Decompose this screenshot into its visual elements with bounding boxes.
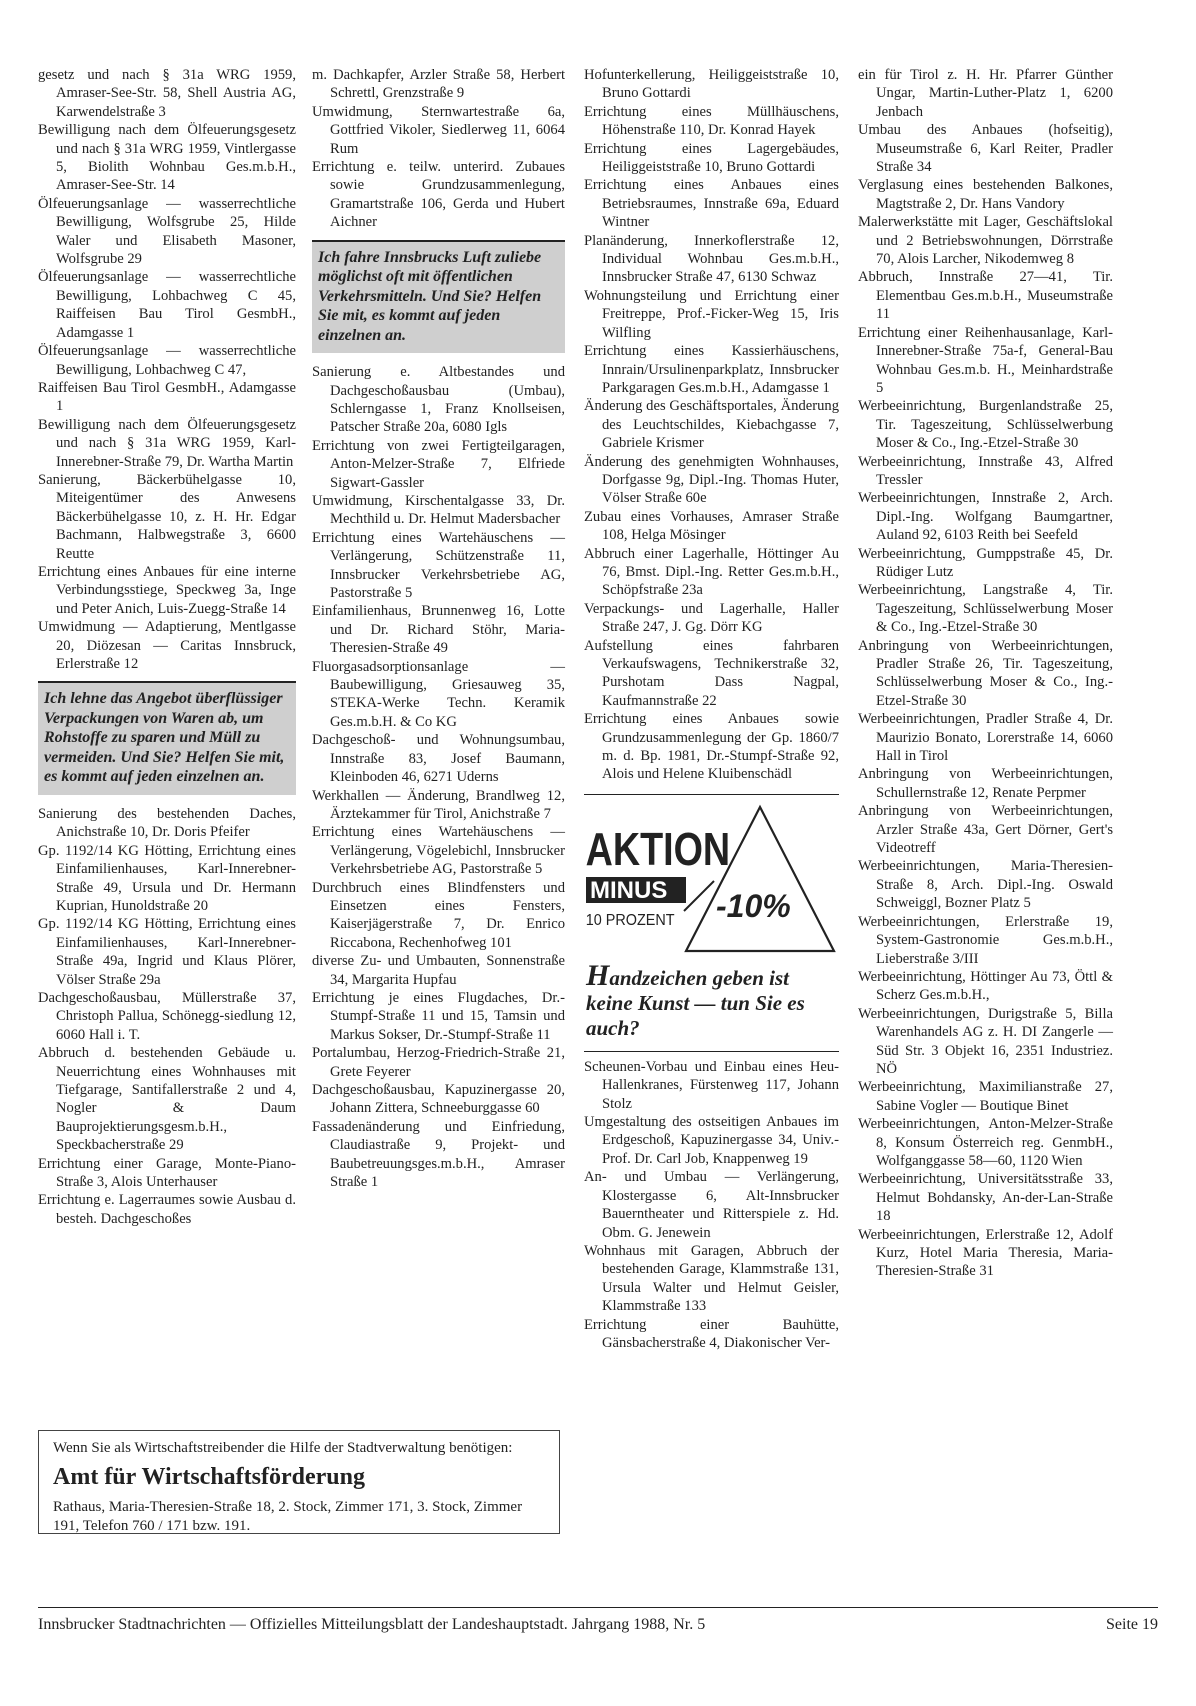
- warning-triangle-icon: [584, 801, 839, 961]
- list-item: Planänderung, Innerkoflerstraße 12, Individual Wohnbau Ges.m.b.H., Innsbrucker Straße 47, 6130 Schwaz: [584, 232, 839, 286]
- slogan-initial: H: [586, 958, 610, 992]
- list-item: Raiffeisen Bau Tirol GesmbH., Adamgasse 1: [38, 379, 296, 415]
- wf-intro: Wenn Sie als Wirtschaftstreibender die Hilfe der Stadtverwaltung benötigen:: [53, 1440, 513, 1456]
- list-item: Gp. 1192/14 KG Hötting, Errichtung eines Einfamilienhauses, Karl-Innerebner-Straße 49a, Ingrid und Klaus Plörer, Völser Straße 29a: [38, 916, 296, 988]
- entries-col3-a: [584, 66, 839, 784]
- list-item: Werbeeinrichtung, Gumppstraße 45, Dr. Rüdiger Lutz: [858, 545, 1113, 580]
- list-item: Aufstellung eines fahrbaren Verkaufswagens, Technikerstraße 32, Purshotam Dass Nagpal, Kaufmannstraße 22: [584, 637, 839, 709]
- list-item: Errichtung eines Anbaues sowie Grundzusammenlegung der Gp. 1860/7 m. d. Bp. 1981, Dr.-Stumpf-Straße 92, Alois und Helene Kluibenschädl: [584, 711, 839, 783]
- list-item: Fluorgasadsorptionsanlage — Baubewilligung, Griesauweg 35, STEKA-Werke Techn. Keramik Ges.m.b.H. & Co KG: [312, 658, 565, 730]
- list-item: Dachgeschoßausbau, Müllerstraße 37, Christoph Pallua, Schönegg-siedlung 12, 6060 Hall i. T.: [38, 989, 296, 1043]
- list-item: diverse Zu- und Umbauten, Sonnenstraße 34, Margarita Hupfau: [312, 953, 565, 988]
- list-item: Ölfeuerungsanlage — wasserrechtliche Bewilligung, Lohbachweg C 45, Raiffeisen Bau Tirol GesmbH., Adamgasse 1: [38, 269, 296, 341]
- column-4: [858, 66, 1113, 1281]
- column-2: [312, 66, 565, 1191]
- list-item: Werbeeinrichtungen, Anton-Melzer-Straße 8, Konsum Österreich reg. GenmbH., Wolfganggasse 58—60, 1120 Wien: [858, 1116, 1113, 1169]
- list-item: Errichtung e. Lagerraumes sowie Ausbau d. besteh. Dachgeschoßes: [38, 1192, 296, 1227]
- list-item: Umbau des Anbaues (hofseitig), Museumstraße 6, Karl Reiter, Pradler Straße 34: [858, 122, 1113, 176]
- list-item: Errichtung einer Reihenhausanlage, Karl-Innerebner-Straße 75a-f, General-Bau Wohnbau Ges.m.b. H., Meinhardstraße 5: [858, 324, 1113, 396]
- list-item: Werbeeinrichtungen, Erlerstraße 12, Adolf Kurz, Hotel Maria Theresia, Maria-Theresien-Straße 31: [858, 1226, 1113, 1280]
- list-item: Werbeeinrichtung, Langstraße 4, Tir. Tageszeitung, Schlüsselwerbung Moser & Co., Ing.-Etzel-Straße 30: [858, 582, 1113, 636]
- aktion-word: AKTION: [585, 823, 731, 875]
- list-item: Errichtung von zwei Fertigteilgaragen, Anton-Melzer-Straße 7, Elfriede Sigwart-Gassler: [312, 437, 565, 491]
- list-item: Errichtung einer Garage, Monte-Piano-Straße 3, Alois Unterhauser: [38, 1155, 296, 1191]
- list-item: Errichtung eines Wartehäuschens — Verlängerung, Vögelebichl, Innsbrucker Verkehrsbetriebe AG, Pastorstraße 5: [312, 824, 565, 878]
- list-item: Sanierung des bestehenden Daches, Anichstraße 10, Dr. Doris Pfeifer: [38, 805, 296, 841]
- list-item: Errichtung einer Bauhütte, Gänsbacherstraße 4, Diakonischer Ver-: [584, 1316, 839, 1351]
- list-item: Scheunen-Vorbau und Einbau eines Heu-Hallenkranes, Fürstenweg 117, Johann Stolz: [584, 1058, 839, 1112]
- list-item: Einfamilienhaus, Brunnenweg 16, Lotte und Dr. Richard Stöhr, Maria-Theresien-Straße 49: [312, 603, 565, 657]
- list-item: Fassadenänderung und Einfriedung, Claudiastraße 9, Projekt- und Baubetreuungsges.m.b.H., Amraser Straße 1: [312, 1118, 565, 1191]
- slogan-text: andzeichen geben ist keine Kunst — tun Sie es auch?: [586, 965, 805, 1040]
- column-3: [584, 66, 839, 1352]
- list-item: Werbeeinrichtungen, Erlerstraße 19, System-Gastronomie Ges.m.b.H., Lieberstraße 3/III: [858, 913, 1113, 967]
- list-item: Umwidmung — Adaptierung, Mentlgasse 20, Diözesan — Caritas Innsbruck, Erlerstraße 12: [38, 619, 296, 672]
- list-item: Ölfeuerungsanlage — wasserrechtliche Bewilligung, Wolfsgrube 25, Hilde Waler und Elisabeth Masoner, Wolfsgrube 29: [38, 195, 296, 268]
- list-item: Errichtung eines Anbaues eines Betriebsraumes, Innstraße 69a, Eduard Wintner: [584, 177, 839, 231]
- list-item: Malerwerkstätte mit Lager, Geschäftslokal und 2 Betriebswohnungen, Dörrstraße 70, Alois Larcher, Nikodemweg 8: [858, 214, 1113, 268]
- list-item: Hofunterkellerung, Heiliggeiststraße 10, Bruno Gottardi: [584, 67, 839, 102]
- list-item: Durchbruch eines Blindfensters und Einsetzen eines Fensters, Kaiserjägerstraße 7, Dr. Enrico Riccabona, Rechenhofweg 101: [312, 879, 565, 951]
- list-item: Ölfeuerungsanlage — wasserrechtliche Bewilligung, Lohbachweg C 47,: [38, 343, 296, 378]
- list-item: Abbruch d. bestehenden Gebäude u. Neuerrichtung eines Wohnhauses mit Tiefgarage, Santifallerstraße 2 und 4, Nogler & Daum Bauprojektierungsgesm.b.H., Speckbacherstraße 29: [38, 1045, 296, 1154]
- list-item: Bewilligung nach dem Ölfeuerungsgesetz und nach § 31a WRG 1959, Vintlergasse 5, Biolith Wohnbau Ges.m.b.H., Amraser-See-Str. 14: [38, 122, 296, 194]
- list-item: Wohnungsteilung und Errichtung einer Freitreppe, Prof.-Ficker-Weg 15, Iris Wilfling: [584, 287, 839, 341]
- list-item: Abbruch, Innstraße 27—41, Tir. Elementbau Ges.m.b.H., Museumstraße 11: [858, 269, 1113, 323]
- list-item: Abbruch einer Lagerhalle, Höttinger Au 76, Bmst. Dipl.-Ing. Retter Ges.m.b.H., Schöpfstraße 23a: [584, 545, 839, 599]
- list-item: ein für Tirol z. H. Hr. Pfarrer Günther Ungar, Martin-Luther-Platz 1, 6200 Jenbach: [858, 67, 1113, 120]
- list-item: Sanierung, Bäckerbühelgasse 10, Miteigentümer des Anwesens Bäckerbühelgasse 10, z. H. Hr. Edgar Bachmann, Halbwegstraße 3, 6600 Reutte: [38, 471, 296, 562]
- list-item: Portalumbau, Herzog-Friedrich-Straße 21, Grete Feyerer: [312, 1045, 565, 1080]
- entries-col2-a: [312, 66, 565, 232]
- list-item: Dachgeschoßausbau, Kapuzinergasse 20, Johann Zittera, Schneeburggasse 60: [312, 1082, 565, 1117]
- list-item: Werbeeinrichtungen, Pradler Straße 4, Dr. Maurizio Bonato, Lorerstraße 14, 6060 Hall in Tirol: [858, 711, 1113, 765]
- appeal-box-packaging: Ich lehne das Angebot überflüssiger Verpackungen von Waren ab, um Rohstoffe zu sparen und Müll zu vermeiden. Und Sie? Helfen Sie mit, es kommt auf jeden einzelnen an.: [38, 681, 296, 795]
- percent-badge: -10%: [716, 887, 791, 924]
- list-item: Verglasung eines bestehenden Balkones, Magtstraße 2, Dr. Hans Vandory: [858, 177, 1113, 212]
- list-item: Errichtung e. teilw. unterird. Zubaues sowie Grundzusammenlegung, Gramartstraße 106, Gerda und Hubert Aichner: [312, 159, 565, 231]
- list-item: Werbeeinrichtung, Höttinger Au 73, Öttl & Scherz Ges.m.b.H.,: [858, 968, 1113, 1004]
- minus-word: MINUS: [590, 876, 668, 904]
- list-item: Werbeeinrichtungen, Durigstraße 5, Billa Warenhandels AG z. H. DI Zangerle — Süd Str. 3 Objekt 16, 2351 Industriez. NÖ: [858, 1005, 1113, 1077]
- entries-col2-b: [312, 363, 565, 1191]
- list-item: Zubau eines Vorhauses, Amraser Straße 108, Helga Mösinger: [584, 508, 839, 544]
- appeal-box-transport: Ich fahre Innsbrucks Luft zuliebe möglichst oft mit öffentlichen Verkehrsmitteln. Und Sie? Helfen Sie mit, es kommt auf jeden einzelnen an.: [312, 240, 565, 354]
- list-item: Anbringung von Werbeeinrichtungen, Schullernstraße 12, Renate Perpmer: [858, 766, 1113, 801]
- list-item: Verpackungs- und Lagerhalle, Haller Straße 247, J. Gg. Dörr KG: [584, 600, 839, 636]
- list-item: Werbeeinrichtungen, Innstraße 2, Arch. Dipl.-Ing. Wolfgang Baumgartner, Auland 92, 6103 Reith bei Seefeld: [858, 490, 1113, 544]
- list-item: Gp. 1192/14 KG Hötting, Errichtung eines Einfamilienhauses, Karl-Innerebner-Straße 49, Ursula und Dr. Hermann Kuprian, Hunoldstraße 20: [38, 842, 296, 914]
- list-item: Anbringung von Werbeeinrichtungen, Arzler Straße 43a, Gert Dörner, Gert's Videotreff: [858, 803, 1113, 857]
- page-footer: [38, 1607, 1158, 1634]
- page-number: Seite 19: [1106, 1616, 1158, 1633]
- list-item: Werbeeinrichtungen, Maria-Theresien-Straße 8, Arch. Dipl.-Ing. Oswald Schweiggl, Bozner Platz 5: [858, 858, 1113, 912]
- list-item: m. Dachkapfer, Arzler Straße 58, Herbert Schrettl, Grenzstraße 9: [312, 67, 565, 102]
- list-item: Umwidmung, Kirschentalgasse 33, Dr. Mechthild u. Dr. Helmut Madersbacher: [312, 493, 565, 528]
- column-1: [38, 66, 296, 1228]
- wf-address: Rathaus, Maria-Theresien-Straße 18, 2. Stock, Zimmer 171, 3. Stock, Zimmer 191, Telefon 760 / 171 bzw. 191.: [53, 1499, 523, 1534]
- list-item: An- und Umbau — Verlängerung, Klostergasse 6, Alt-Innsbrucker Bauerntheater und Ritterspiele z. Hd. Obm. G. Jenewein: [584, 1169, 839, 1241]
- wf-title: Amt für Wirtschaftsförderung: [53, 1464, 365, 1490]
- list-item: Umgestaltung des ostseitigen Anbaues im Erdgeschoß, Kapuzinergasse 34, Univ.-Prof. Dr. Carl Job, Knappenweg 19: [584, 1114, 839, 1167]
- list-item: Bewilligung nach dem Ölfeuerungsgesetz und nach § 31a WRG 1959, Karl-Innerebner-Straße 79, Dr. Wartha Martin: [38, 416, 296, 470]
- list-item: Änderung des genehmigten Wohnhauses, Dorfgasse 9g, Dipl.-Ing. Thomas Huter, Völser Straße 60e: [584, 453, 839, 507]
- wirtschaftsfoerderung-box: [38, 1430, 560, 1534]
- entries-col1-b: [38, 805, 296, 1228]
- entries-col1-a: [38, 66, 296, 673]
- list-item: Dachgeschoß- und Wohnungsumbau, Innstraße 83, Josef Baumann, Kleinboden 46, 6271 Uderns: [312, 732, 565, 786]
- aktion-graphic: [584, 801, 839, 961]
- list-item: Anbringung von Werbeeinrichtungen, Pradler Straße 26, Tir. Tageszeitung, Schlüsselwerbung Moser & Co., Ing.-Etzel-Straße 30: [858, 637, 1113, 709]
- list-item: Werkhallen — Änderung, Brandlweg 12, Ärztekammer für Tirol, Anichstraße 7: [312, 787, 565, 822]
- aktion-minus-ad: [584, 794, 839, 1041]
- entries-col3-b: [584, 1051, 839, 1353]
- list-item: Errichtung eines Anbaues für eine interne Verbindungsstiege, Speckweg 3a, Inge und Peter Anich, Luis-Zuegg-Straße 14: [38, 563, 296, 617]
- list-item: Sanierung e. Altbestandes und Dachgeschoßausbau (Umbau), Schlerngasse 1, Franz Knollseisen, Patscher Straße 20a, 6080 Igls: [312, 364, 565, 436]
- list-item: gesetz und nach § 31a WRG 1959, Amraser-See-Str. 58, Shell Austria AG, Karwendelstraße 3: [38, 67, 296, 120]
- list-item: Wohnhaus mit Garagen, Abbruch der bestehenden Garage, Klammstraße 131, Ursula Walter und Helmut Geisler, Klammstraße 133: [584, 1242, 839, 1315]
- list-item: Werbeeinrichtung, Innstraße 43, Alfred Tressler: [858, 453, 1113, 488]
- list-item: Errichtung eines Wartehäuschens — Verlängerung, Schützenstraße 11, Innsbrucker Verkehrsbetriebe AG, Pastorstraße 5: [312, 529, 565, 602]
- list-item: Werbeeinrichtung, Maximilianstraße 27, Sabine Vogler — Boutique Binet: [858, 1079, 1113, 1114]
- list-item: Werbeeinrichtung, Universitätsstraße 33, Helmut Bohdansky, An-der-Lan-Straße 18: [858, 1171, 1113, 1225]
- list-item: Errichtung eines Kassierhäuschens, Innrain/Ursulinenparkplatz, Innsbrucker Parkgaragen Ges.m.b.H., Adamgasse 1: [584, 343, 839, 396]
- slogan: [584, 958, 839, 1041]
- list-item: Änderung des Geschäftsportales, Änderung des Leuchtschildes, Kiebachgasse 7, Gabriele Krismer: [584, 398, 839, 452]
- list-item: Errichtung eines Müllhäuschens, Höhenstraße 110, Dr. Konrad Hayek: [584, 103, 839, 139]
- footer-publication: Innsbrucker Stadtnachrichten — Offizielles Mitteilungsblatt der Landeshauptstadt. Jahrgang 1988, Nr. 5: [38, 1616, 706, 1633]
- prozent-text: 10 PROZENT: [585, 911, 675, 930]
- list-item: Umwidmung, Sternwartestraße 6a, Gottfried Vikoler, Siedlerweg 11, 6064 Rum: [312, 103, 565, 157]
- list-item: Errichtung je eines Flugdaches, Dr.-Stumpf-Straße 11 und 15, Tamsin und Markus Sokser, Dr.-Stumpf-Straße 11: [312, 989, 565, 1043]
- list-item: Errichtung eines Lagergebäudes, Heiliggeiststraße 10, Bruno Gottardi: [584, 140, 839, 176]
- list-item: Werbeeinrichtung, Burgenlandstraße 25, Tir. Tageszeitung, Schlüsselwerbung Moser & Co., Ing.-Etzel-Straße 30: [858, 398, 1113, 452]
